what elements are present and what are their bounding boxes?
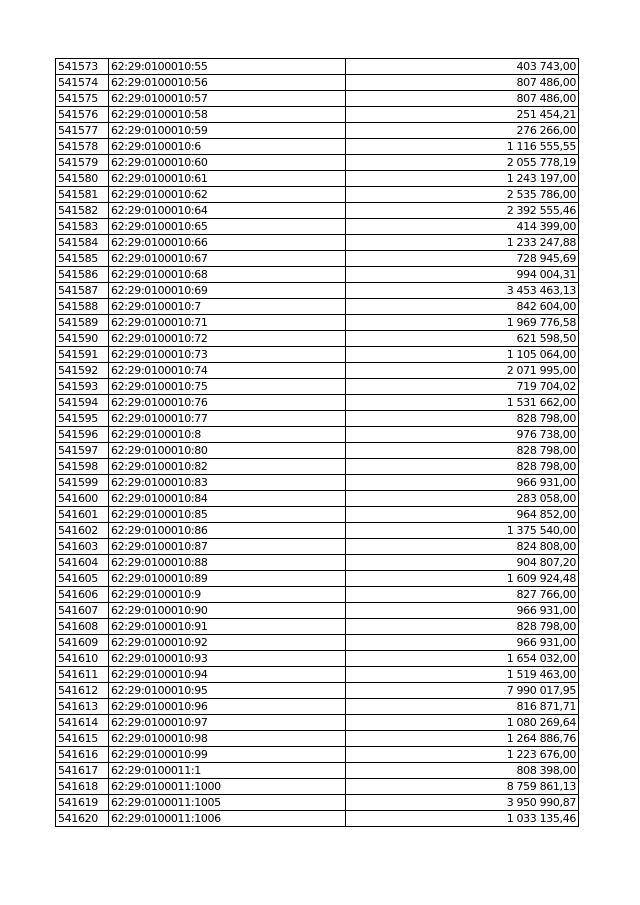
cadastral-value-cell: 1 609 924,48: [346, 571, 579, 587]
cadastral-number-cell: 62:29:0100010:91: [109, 619, 346, 635]
row-number-cell: 541590: [56, 331, 109, 347]
table-row: [56, 539, 579, 555]
cadastral-value-cell: 966 931,00: [346, 603, 579, 619]
cadastral-number-cell: 62:29:0100010:8: [109, 427, 346, 443]
table-row: [56, 331, 579, 347]
cadastral-number-cell: 62:29:0100010:82: [109, 459, 346, 475]
cadastral-value-cell: 1 223 676,00: [346, 747, 579, 763]
row-number-cell: 541574: [56, 75, 109, 91]
row-number-cell: 541599: [56, 475, 109, 491]
table-row: [56, 283, 579, 299]
row-number-cell: 541592: [56, 363, 109, 379]
row-number-cell: 541587: [56, 283, 109, 299]
cadastral-number-cell: 62:29:0100010:74: [109, 363, 346, 379]
cadastral-number-cell: 62:29:0100010:80: [109, 443, 346, 459]
table-row: [56, 555, 579, 571]
cadastral-value-cell: 816 871,71: [346, 699, 579, 715]
cadastral-value-table: [55, 58, 579, 827]
table-row: [56, 171, 579, 187]
cadastral-number-cell: 62:29:0100011:1: [109, 763, 346, 779]
table-row: [56, 523, 579, 539]
table-row: [56, 779, 579, 795]
table-row: [56, 731, 579, 747]
cadastral-number-cell: 62:29:0100010:66: [109, 235, 346, 251]
cadastral-value-cell: 976 738,00: [346, 427, 579, 443]
cadastral-number-cell: 62:29:0100010:98: [109, 731, 346, 747]
table-row: [56, 123, 579, 139]
table-row: [56, 187, 579, 203]
row-number-cell: 541575: [56, 91, 109, 107]
table-row: [56, 747, 579, 763]
table-row: [56, 667, 579, 683]
cadastral-value-cell: 8 759 861,13: [346, 779, 579, 795]
row-number-cell: 541573: [56, 59, 109, 75]
row-number-cell: 541602: [56, 523, 109, 539]
table-row: [56, 427, 579, 443]
cadastral-value-cell: 904 807,20: [346, 555, 579, 571]
cadastral-value-cell: 994 004,31: [346, 267, 579, 283]
table-row: [56, 651, 579, 667]
cadastral-number-cell: 62:29:0100010:61: [109, 171, 346, 187]
table-row: [56, 683, 579, 699]
cadastral-value-cell: 728 945,69: [346, 251, 579, 267]
cadastral-number-cell: 62:29:0100010:69: [109, 283, 346, 299]
cadastral-value-cell: 1 654 032,00: [346, 651, 579, 667]
cadastral-number-cell: 62:29:0100010:58: [109, 107, 346, 123]
cadastral-value-cell: 807 486,00: [346, 91, 579, 107]
cadastral-value-cell: 842 604,00: [346, 299, 579, 315]
row-number-cell: 541579: [56, 155, 109, 171]
table-row: [56, 251, 579, 267]
table-row: [56, 395, 579, 411]
cadastral-number-cell: 62:29:0100010:64: [109, 203, 346, 219]
row-number-cell: 541612: [56, 683, 109, 699]
cadastral-value-cell: 1 243 197,00: [346, 171, 579, 187]
table-row: [56, 491, 579, 507]
table-row: [56, 571, 579, 587]
cadastral-number-cell: 62:29:0100010:65: [109, 219, 346, 235]
row-number-cell: 541608: [56, 619, 109, 635]
table-row: [56, 363, 579, 379]
cadastral-value-cell: 3 453 463,13: [346, 283, 579, 299]
row-number-cell: 541609: [56, 635, 109, 651]
table-row: [56, 59, 579, 75]
cadastral-value-cell: 1 080 269,64: [346, 715, 579, 731]
table-row: [56, 443, 579, 459]
cadastral-value-cell: 828 798,00: [346, 459, 579, 475]
table-row: [56, 699, 579, 715]
table-row: [56, 267, 579, 283]
row-number-cell: 541598: [56, 459, 109, 475]
row-number-cell: 541581: [56, 187, 109, 203]
row-number-cell: 541600: [56, 491, 109, 507]
cadastral-value-cell: 2 535 786,00: [346, 187, 579, 203]
row-number-cell: 541584: [56, 235, 109, 251]
cadastral-number-cell: 62:29:0100010:72: [109, 331, 346, 347]
cadastral-number-cell: 62:29:0100011:1005: [109, 795, 346, 811]
row-number-cell: 541591: [56, 347, 109, 363]
cadastral-value-cell: 1 519 463,00: [346, 667, 579, 683]
cadastral-value-cell: 1 531 662,00: [346, 395, 579, 411]
cadastral-number-cell: 62:29:0100010:99: [109, 747, 346, 763]
row-number-cell: 541578: [56, 139, 109, 155]
cadastral-number-cell: 62:29:0100010:67: [109, 251, 346, 267]
cadastral-number-cell: 62:29:0100011:1006: [109, 811, 346, 827]
cadastral-number-cell: 62:29:0100010:6: [109, 139, 346, 155]
table-row: [56, 315, 579, 331]
cadastral-value-cell: 2 071 995,00: [346, 363, 579, 379]
table-row: [56, 219, 579, 235]
row-number-cell: 541585: [56, 251, 109, 267]
row-number-cell: 541610: [56, 651, 109, 667]
row-number-cell: 541580: [56, 171, 109, 187]
table-row: [56, 235, 579, 251]
cadastral-value-cell: 403 743,00: [346, 59, 579, 75]
cadastral-value-cell: 1 375 540,00: [346, 523, 579, 539]
cadastral-number-cell: 62:29:0100010:88: [109, 555, 346, 571]
row-number-cell: 541595: [56, 411, 109, 427]
cadastral-number-cell: 62:29:0100010:71: [109, 315, 346, 331]
cadastral-number-cell: 62:29:0100010:75: [109, 379, 346, 395]
row-number-cell: 541589: [56, 315, 109, 331]
cadastral-number-cell: 62:29:0100010:84: [109, 491, 346, 507]
cadastral-number-cell: 62:29:0100010:55: [109, 59, 346, 75]
cadastral-value-cell: 276 266,00: [346, 123, 579, 139]
table-row: [56, 587, 579, 603]
row-number-cell: 541619: [56, 795, 109, 811]
row-number-cell: 541620: [56, 811, 109, 827]
cadastral-value-cell: 966 931,00: [346, 635, 579, 651]
table-body: [56, 59, 579, 827]
cadastral-value-cell: 1 033 135,46: [346, 811, 579, 827]
cadastral-value-cell: 283 058,00: [346, 491, 579, 507]
table-row: [56, 603, 579, 619]
row-number-cell: 541604: [56, 555, 109, 571]
row-number-cell: 541616: [56, 747, 109, 763]
cadastral-number-cell: 62:29:0100011:1000: [109, 779, 346, 795]
cadastral-value-cell: 966 931,00: [346, 475, 579, 491]
row-number-cell: 541577: [56, 123, 109, 139]
row-number-cell: 541603: [56, 539, 109, 555]
table-row: [56, 635, 579, 651]
cadastral-number-cell: 62:29:0100010:90: [109, 603, 346, 619]
cadastral-number-cell: 62:29:0100010:89: [109, 571, 346, 587]
table-row: [56, 507, 579, 523]
cadastral-number-cell: 62:29:0100010:94: [109, 667, 346, 683]
table-row: [56, 811, 579, 827]
table-row: [56, 411, 579, 427]
table-row: [56, 139, 579, 155]
cadastral-value-cell: 1 116 555,55: [346, 139, 579, 155]
row-number-cell: 541611: [56, 667, 109, 683]
cadastral-number-cell: 62:29:0100010:77: [109, 411, 346, 427]
table-row: [56, 75, 579, 91]
row-number-cell: 541601: [56, 507, 109, 523]
cadastral-number-cell: 62:29:0100010:62: [109, 187, 346, 203]
table-row: [56, 379, 579, 395]
cadastral-number-cell: 62:29:0100010:83: [109, 475, 346, 491]
cadastral-value-cell: 7 990 017,95: [346, 683, 579, 699]
row-number-cell: 541606: [56, 587, 109, 603]
row-number-cell: 541617: [56, 763, 109, 779]
row-number-cell: 541583: [56, 219, 109, 235]
cadastral-value-cell: 808 398,00: [346, 763, 579, 779]
cadastral-value-cell: 828 798,00: [346, 443, 579, 459]
cadastral-value-cell: 621 598,50: [346, 331, 579, 347]
table-row: [56, 715, 579, 731]
cadastral-number-cell: 62:29:0100010:96: [109, 699, 346, 715]
table-row: [56, 795, 579, 811]
cadastral-number-cell: 62:29:0100010:68: [109, 267, 346, 283]
table-row: [56, 347, 579, 363]
cadastral-value-cell: 1 233 247,88: [346, 235, 579, 251]
cadastral-value-cell: 1 105 064,00: [346, 347, 579, 363]
table-row: [56, 459, 579, 475]
cadastral-value-cell: 414 399,00: [346, 219, 579, 235]
cadastral-value-cell: 3 950 990,87: [346, 795, 579, 811]
cadastral-number-cell: 62:29:0100010:85: [109, 507, 346, 523]
cadastral-value-cell: 1 264 886,76: [346, 731, 579, 747]
cadastral-number-cell: 62:29:0100010:9: [109, 587, 346, 603]
cadastral-number-cell: 62:29:0100010:57: [109, 91, 346, 107]
cadastral-number-cell: 62:29:0100010:60: [109, 155, 346, 171]
cadastral-number-cell: 62:29:0100010:76: [109, 395, 346, 411]
cadastral-value-cell: 824 808,00: [346, 539, 579, 555]
cadastral-number-cell: 62:29:0100010:7: [109, 299, 346, 315]
row-number-cell: 541586: [56, 267, 109, 283]
cadastral-number-cell: 62:29:0100010:87: [109, 539, 346, 555]
cadastral-number-cell: 62:29:0100010:59: [109, 123, 346, 139]
cadastral-value-cell: 807 486,00: [346, 75, 579, 91]
cadastral-number-cell: 62:29:0100010:92: [109, 635, 346, 651]
cadastral-value-cell: 964 852,00: [346, 507, 579, 523]
row-number-cell: 541605: [56, 571, 109, 587]
cadastral-value-cell: 827 766,00: [346, 587, 579, 603]
table-row: [56, 203, 579, 219]
table-row: [56, 107, 579, 123]
row-number-cell: 541613: [56, 699, 109, 715]
cadastral-value-cell: 828 798,00: [346, 411, 579, 427]
row-number-cell: 541588: [56, 299, 109, 315]
row-number-cell: 541607: [56, 603, 109, 619]
cadastral-number-cell: 62:29:0100010:56: [109, 75, 346, 91]
cadastral-number-cell: 62:29:0100010:73: [109, 347, 346, 363]
table-row: [56, 91, 579, 107]
table-row: [56, 299, 579, 315]
row-number-cell: 541618: [56, 779, 109, 795]
row-number-cell: 541593: [56, 379, 109, 395]
table-row: [56, 475, 579, 491]
row-number-cell: 541615: [56, 731, 109, 747]
table-row: [56, 763, 579, 779]
cadastral-number-cell: 62:29:0100010:86: [109, 523, 346, 539]
cadastral-value-cell: 2 392 555,46: [346, 203, 579, 219]
row-number-cell: 541582: [56, 203, 109, 219]
cadastral-number-cell: 62:29:0100010:95: [109, 683, 346, 699]
cadastral-value-cell: 2 055 778,19: [346, 155, 579, 171]
table-row: [56, 155, 579, 171]
cadastral-value-cell: 828 798,00: [346, 619, 579, 635]
cadastral-value-cell: 1 969 776,58: [346, 315, 579, 331]
cadastral-number-cell: 62:29:0100010:97: [109, 715, 346, 731]
cadastral-value-cell: 719 704,02: [346, 379, 579, 395]
row-number-cell: 541594: [56, 395, 109, 411]
table-row: [56, 619, 579, 635]
cadastral-value-cell: 251 454,21: [346, 107, 579, 123]
cadastral-number-cell: 62:29:0100010:93: [109, 651, 346, 667]
row-number-cell: 541597: [56, 443, 109, 459]
row-number-cell: 541576: [56, 107, 109, 123]
row-number-cell: 541614: [56, 715, 109, 731]
row-number-cell: 541596: [56, 427, 109, 443]
